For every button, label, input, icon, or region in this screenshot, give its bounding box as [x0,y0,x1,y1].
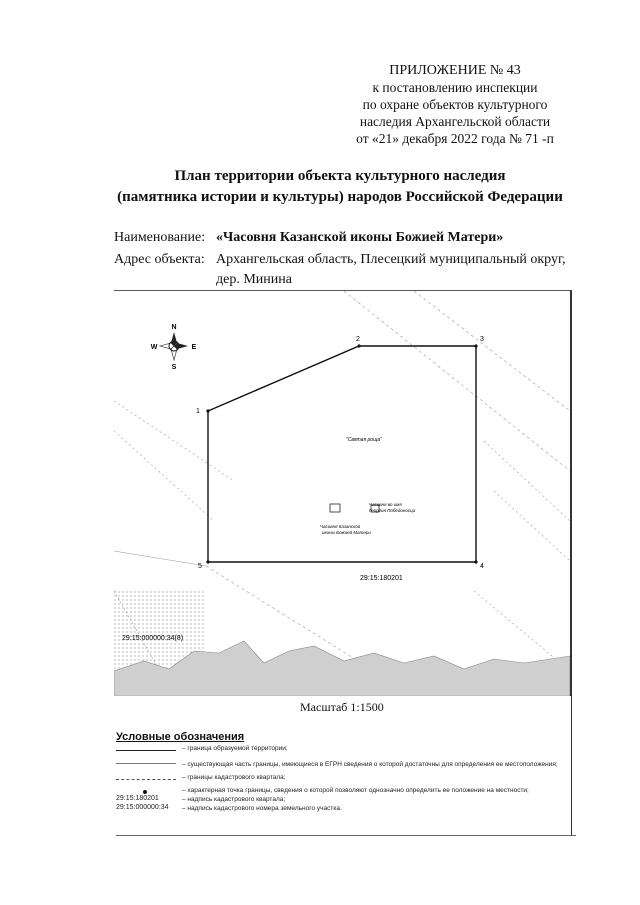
frame-rule [116,835,576,836]
legend-item [116,757,576,773]
legend-text: – границы кадастрового квартала; [182,774,286,781]
dashed-line-symbol [116,776,176,782]
quarter-code-symbol: 29:15:180201 [116,795,159,802]
chapel-label: иконы Божией Матери [322,530,371,535]
area-label: "Святая роща" [346,437,382,443]
parcel-code-symbol: 29:15:000000:34 [116,804,169,811]
title-line: План территории объекта культурного наследия [174,168,506,184]
compass-n: N [171,324,177,331]
legend-text: – надпись кадастрового номера земельного участка. [182,805,342,812]
chapel-label: Часовня Казанской [320,524,361,529]
legend-text: – граница образуемой территории; [182,745,288,752]
chapel2-label: Георгия Победоносца [369,508,416,513]
point-label: 3 [480,336,484,343]
legend-item [116,786,576,795]
compass-w: W [150,344,158,351]
appendix-number: ПРИЛОЖЕНИЕ № 43 [389,63,521,78]
appendix-date: от «21» декабря 2022 года № 71 -п [356,131,554,146]
object-address-label: Адрес объекта: [114,252,205,267]
compass-s: S [171,364,177,371]
legend-text: – существующая часть границы, имеющиеся в ЕГРН сведения о которой достаточны для определения ее местоположения; [182,761,558,768]
legend-title: Условные обозначения [116,731,245,743]
map-drawing [114,291,570,696]
point-label: 5 [198,563,202,570]
object-address-field [114,250,566,290]
point-label: 2 [356,336,360,343]
quarter-code: 29:15:180201 [360,575,403,582]
appendix-line: наследия Архангельской области [359,114,551,129]
appendix-line: к постановлению инспекции [372,80,538,95]
object-name-field [114,228,503,248]
legend [116,744,576,813]
compass-icon [151,324,197,371]
legend-text: – надпись кадастрового квартала; [182,796,286,803]
legend-text: – характерная точка границы, сведения о которой позволяют однозначно определить ее положение на местности; [182,787,529,794]
map-scale: Масштаб 1:1500 [300,700,384,714]
object-name-label: Наименование: [114,230,206,245]
legend-item [116,773,576,786]
chapel2-label: Часовня во имя [369,502,402,507]
document-title [60,166,620,208]
chapel-building-icon [330,504,340,512]
parcel-code: 29:15:000000:34(8) [122,635,184,642]
legend-item [116,744,576,757]
address-line: Архангельская область, Плесецкий муниципальный округ, [216,252,566,267]
legend-item [116,795,576,804]
object-address-value [216,250,566,290]
territory-map [114,290,571,696]
point-label: 4 [480,563,484,570]
solid-line-symbol [116,747,176,753]
appendix-header [325,62,585,147]
appendix-line: по охране объектов культурного [362,97,548,112]
title-line: (памятника истории и культуры) народов Российской Федерации [117,189,563,205]
legend-item [116,804,576,813]
compass-e: E [191,344,197,351]
point-label: 1 [196,408,200,415]
thin-line-symbol [116,760,176,766]
address-line: дер. Минина [216,272,292,287]
object-name-value: «Часовня Казанской иконы Божией Матери» [216,230,504,245]
